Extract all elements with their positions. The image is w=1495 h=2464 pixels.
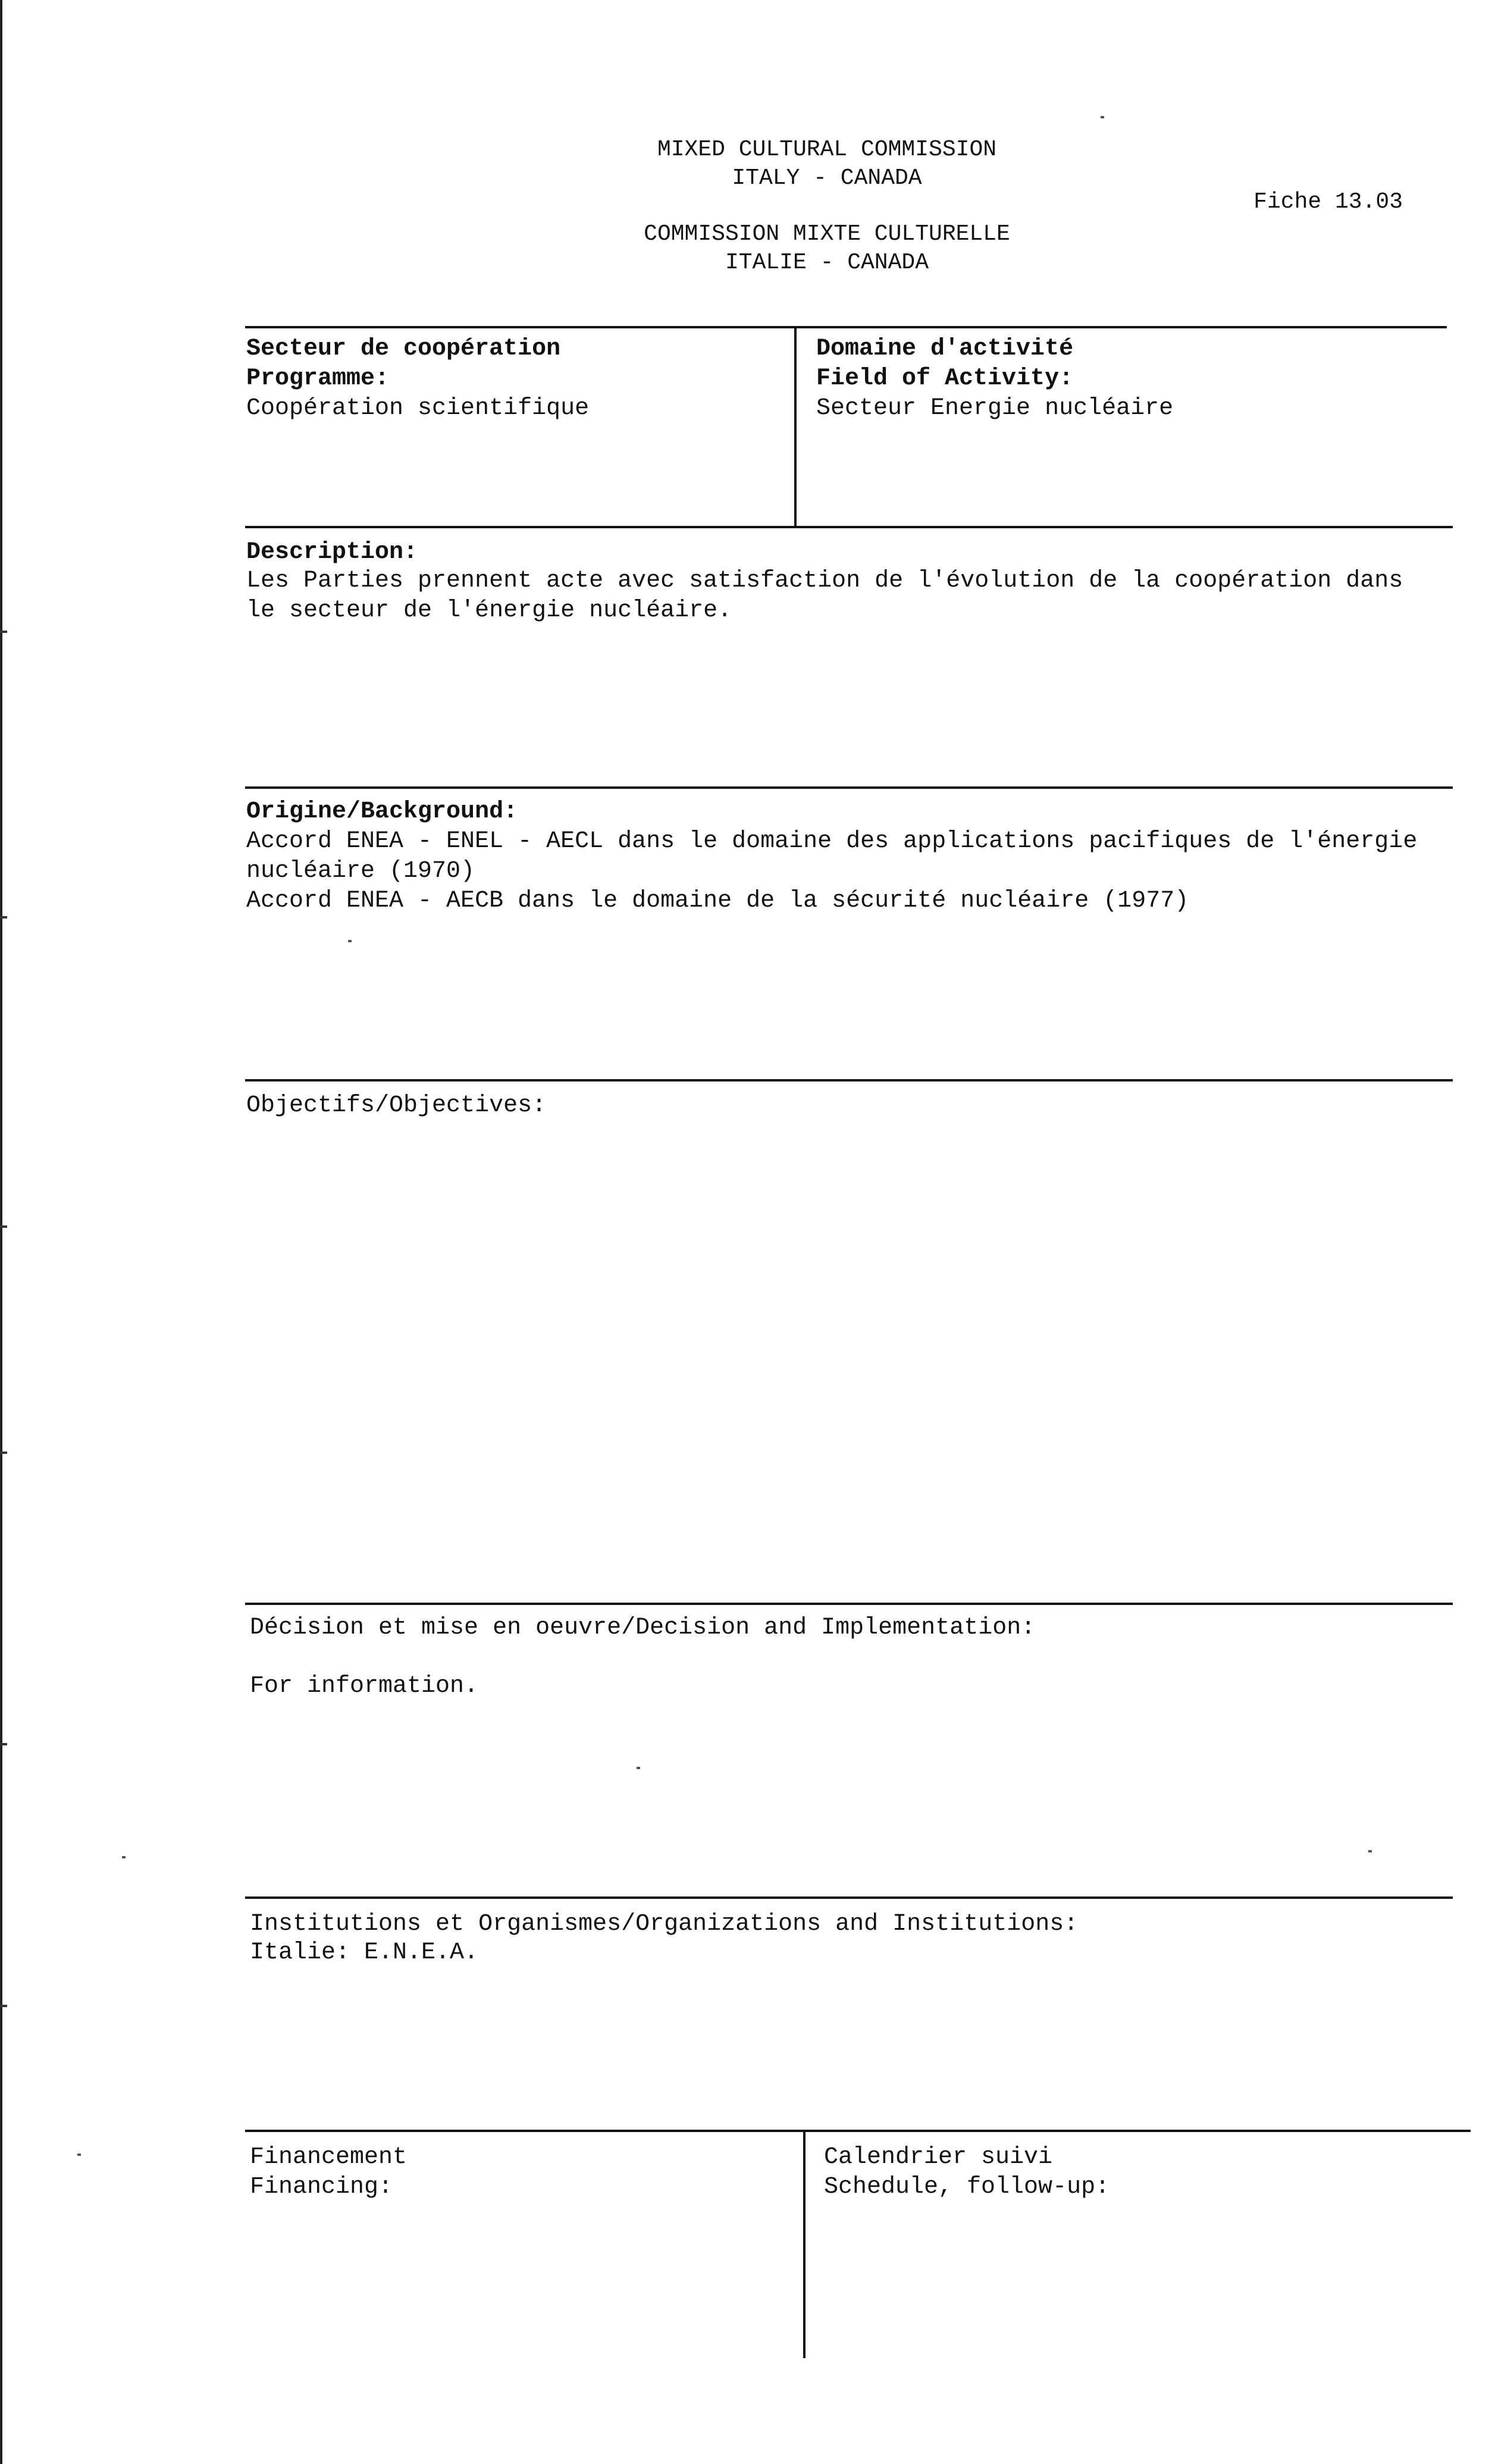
scan-speck — [1368, 1850, 1372, 1852]
institutions-label: Institutions et Organismes/Organizations and Institutions: — [250, 1911, 1079, 1938]
section-rule — [245, 1603, 1453, 1605]
financement-label: Financement — [250, 2144, 408, 2171]
scan-mark — [0, 631, 7, 633]
header-countries-fr: ITALIE - CANADA — [725, 250, 929, 275]
description-line: le secteur de l'énergie nucléaire. — [246, 597, 732, 624]
column-divider — [803, 2130, 806, 2358]
domaine-value: Secteur Energie nucléaire — [816, 395, 1174, 422]
scan-mark — [0, 916, 7, 918]
domaine-label: Domaine d'activité — [816, 336, 1074, 362]
column-divider — [794, 326, 797, 526]
section-rule — [245, 786, 1453, 789]
programme-label: Programme: — [246, 365, 390, 392]
decision-value: For information. — [250, 1673, 479, 1700]
scan-speck — [1101, 116, 1104, 118]
origine-line: Accord ENEA - ENEL - AECL dans le domaine des applications pacifiques de l'énergie — [246, 828, 1418, 855]
section-rule — [245, 526, 1453, 528]
section-rule — [245, 1896, 1453, 1899]
description-line: Les Parties prennent acte avec satisfaction de l'évolution de la coopération dans — [246, 568, 1403, 594]
scan-speck — [348, 940, 352, 942]
schedule-label: Schedule, follow-up: — [824, 2174, 1110, 2200]
section-rule — [245, 1079, 1453, 1081]
decision-label: Décision et mise en oeuvre/Decision and Implementation: — [250, 1615, 1036, 1641]
secteur-label: Secteur de coopération — [246, 336, 561, 362]
scan-mark — [0, 2005, 7, 2007]
field-of-activity-label: Field of Activity: — [816, 365, 1074, 392]
origine-label: Origine/Background: — [246, 798, 518, 825]
scan-edge — [0, 0, 2, 2464]
financing-label: Financing: — [250, 2174, 393, 2200]
header-title-fr: COMMISSION MIXTE CULTURELLE — [644, 221, 1010, 247]
scan-mark — [0, 1225, 7, 1228]
scan-mark — [0, 1743, 7, 1745]
scan-speck — [637, 1767, 640, 1769]
calendrier-label: Calendrier suivi — [824, 2144, 1053, 2171]
description-label: Description: — [246, 539, 418, 566]
objectifs-label: Objectifs/Objectives: — [246, 1092, 547, 1119]
institutions-value: Italie: E.N.E.A. — [250, 1939, 479, 1966]
header-title-en: MIXED CULTURAL COMMISSION — [657, 137, 997, 162]
scan-mark — [0, 1452, 7, 1454]
secteur-value: Coopération scientifique — [246, 395, 590, 422]
section-rule — [245, 2130, 1471, 2132]
scan-speck — [122, 1856, 126, 1858]
scan-speck — [77, 2153, 81, 2156]
fiche-number: Fiche 13.03 — [1253, 189, 1403, 215]
origine-line: Accord ENEA - AECB dans le domaine de la sécurité nucléaire (1977) — [246, 888, 1189, 914]
header-countries-en: ITALY - CANADA — [732, 165, 922, 191]
section-rule — [245, 326, 1447, 328]
origine-line: nucléaire (1970) — [246, 858, 475, 885]
